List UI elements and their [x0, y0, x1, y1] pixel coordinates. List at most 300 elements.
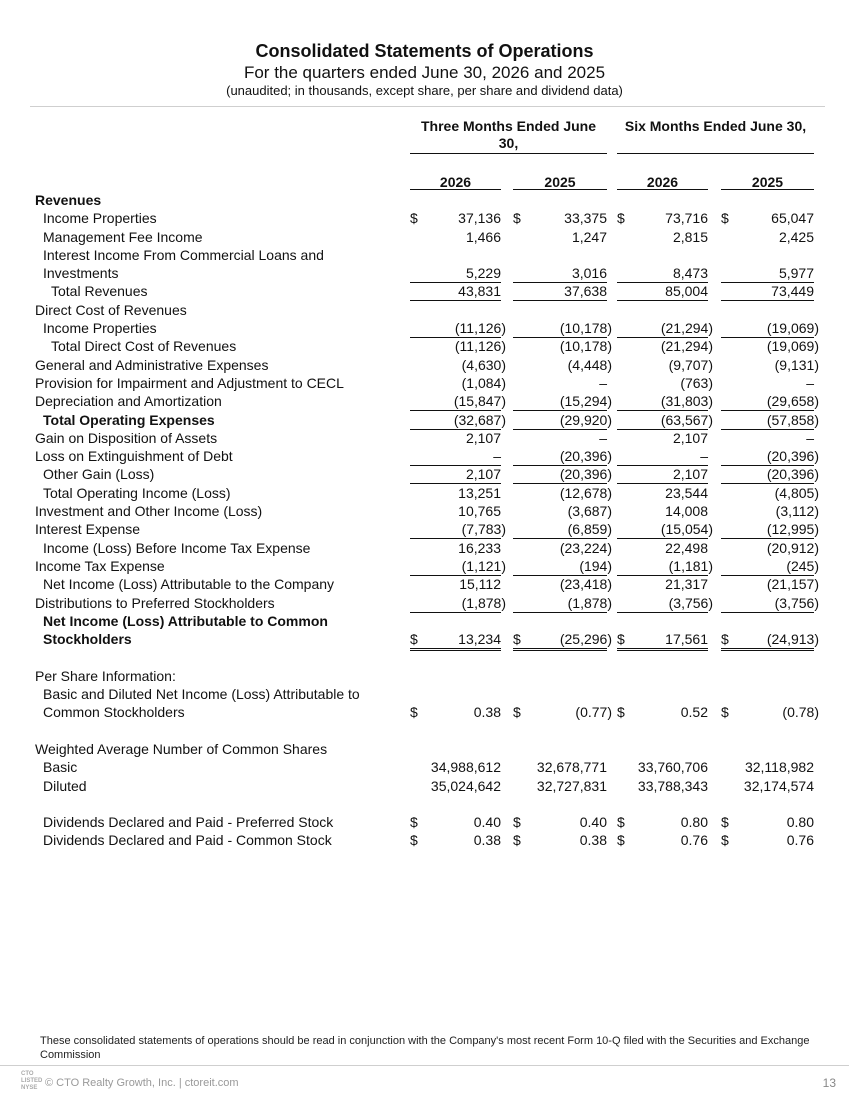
value-cell	[721, 282, 814, 301]
cell-value: (32,687)	[453, 411, 506, 428]
group-underline	[410, 153, 607, 154]
cell-value: 13,251	[458, 484, 501, 501]
value-cell	[410, 831, 501, 849]
row-label: Dividends Declared and Paid - Preferred Stock	[43, 814, 334, 831]
value-cell	[410, 465, 501, 484]
currency-symbol: $	[721, 814, 729, 831]
value-cell	[617, 282, 708, 301]
row-label: General and Administrative Expenses	[35, 356, 269, 373]
table-row	[0, 228, 849, 246]
cell-value: 32,727,831	[536, 777, 607, 794]
table-row	[0, 685, 849, 703]
cell-value: (15,054)	[660, 521, 713, 538]
cell-value: 2,107	[465, 466, 501, 483]
value-cell	[410, 282, 501, 301]
row-label: Loss on Extinguishment of Debt	[35, 448, 233, 465]
cell-value: (15,847)	[453, 393, 506, 410]
row-label: Net Income (Loss) Attributable to Common	[43, 612, 328, 629]
value-cell	[513, 228, 607, 246]
currency-symbol: $	[617, 210, 625, 227]
cell-value: 0.38	[473, 704, 501, 721]
value-cell	[513, 539, 612, 557]
table-row	[0, 594, 849, 612]
row-label: Total Revenues	[51, 283, 148, 300]
cell-value: (20,396)	[559, 448, 612, 465]
row-label: Other Gain (Loss)	[43, 466, 155, 483]
cell-value: –	[599, 429, 607, 446]
cell-value: (25,296)	[559, 631, 612, 648]
currency-symbol: $	[721, 704, 729, 721]
currency-symbol: $	[617, 631, 625, 648]
table-row	[0, 520, 849, 538]
currency-symbol: $	[410, 210, 418, 227]
value-cell	[410, 447, 501, 466]
year-header: 2025	[751, 174, 784, 190]
table-row	[0, 356, 849, 374]
row-label: Interest Expense	[35, 521, 141, 538]
value-cell	[721, 429, 814, 447]
cell-value: 5,229	[465, 265, 501, 282]
cell-value: (21,157)	[766, 576, 819, 593]
cell-value: 0.76	[680, 832, 708, 849]
cell-value: 0.80	[680, 814, 708, 831]
row-label: Total Operating Income (Loss)	[43, 484, 231, 501]
value-cell	[410, 594, 506, 613]
value-cell	[513, 264, 607, 283]
table-row	[0, 703, 849, 721]
group-underline	[617, 153, 814, 154]
cell-value: (1,121)	[461, 557, 506, 574]
page-number: 13	[822, 1076, 836, 1090]
cell-value: (12,995)	[766, 521, 819, 538]
spacer-row	[0, 648, 849, 666]
table-row	[0, 411, 849, 429]
value-cell	[617, 777, 708, 795]
year-header: 2025	[544, 174, 576, 190]
cell-value: (9,707)	[668, 356, 713, 373]
cell-value: 32,678,771	[536, 759, 607, 776]
currency-symbol: $	[513, 814, 521, 831]
cell-value: 32,118,982	[744, 759, 814, 776]
cell-value: (3,756)	[668, 594, 713, 611]
cell-value: –	[599, 374, 607, 391]
value-cell	[617, 228, 708, 246]
cell-value: (6,859)	[567, 521, 612, 538]
cell-value: (4,630)	[461, 356, 506, 373]
value-cell	[513, 575, 612, 593]
table-row	[0, 337, 849, 355]
value-cell	[513, 447, 612, 466]
value-cell	[410, 392, 506, 411]
table-row	[0, 264, 849, 282]
value-cell	[513, 594, 612, 613]
value-cell	[513, 520, 612, 539]
cell-value: –	[806, 429, 814, 446]
value-cell	[721, 758, 814, 776]
cell-value: (23,418)	[559, 576, 612, 593]
cell-value: (4,805)	[774, 484, 819, 501]
cell-value: 17,561	[665, 631, 708, 648]
value-cell	[410, 319, 506, 338]
cell-value: 0.52	[680, 704, 708, 721]
cell-value: (1,084)	[461, 374, 506, 391]
value-cell	[513, 813, 607, 831]
cell-value: –	[493, 448, 501, 465]
currency-symbol: $	[513, 210, 521, 227]
value-cell	[513, 758, 607, 776]
cell-value: (57,858)	[766, 411, 819, 428]
cell-value: 73,716	[665, 210, 708, 227]
value-cell	[617, 703, 708, 721]
value-cell	[617, 758, 708, 776]
row-label: Total Direct Cost of Revenues	[51, 338, 237, 355]
value-cell	[721, 337, 819, 355]
spacer-row	[0, 722, 849, 740]
table-row	[0, 282, 849, 300]
value-cell	[721, 465, 819, 484]
value-cell	[617, 831, 708, 849]
table-row	[0, 831, 849, 849]
currency-symbol: $	[617, 832, 625, 849]
cell-value: 15,112	[459, 576, 501, 593]
cell-value: (1,181)	[668, 557, 713, 574]
currency-symbol: $	[617, 814, 625, 831]
value-cell	[410, 539, 501, 557]
value-cell	[617, 575, 708, 593]
cell-value: 0.80	[786, 814, 814, 831]
cell-value: 2,107	[465, 429, 501, 446]
cell-value: (7,783)	[461, 521, 506, 538]
value-cell	[410, 777, 501, 795]
cell-value: (3,756)	[774, 594, 819, 611]
cell-value: (10,178)	[559, 320, 612, 337]
value-cell	[617, 392, 713, 411]
cell-value: (23,224)	[559, 539, 612, 556]
cell-value: (9,131)	[774, 356, 819, 373]
value-cell	[513, 703, 612, 721]
row-label: Common Stockholders	[43, 704, 185, 721]
value-cell	[617, 594, 713, 613]
row-label: Gain on Disposition of Assets	[35, 429, 218, 446]
cell-value: (245)	[786, 557, 819, 574]
cell-value: –	[806, 374, 814, 391]
row-label: Income Tax Expense	[35, 557, 165, 574]
value-cell	[410, 813, 501, 831]
value-cell	[513, 557, 612, 576]
value-cell	[721, 319, 819, 338]
row-label: Management Fee Income	[43, 228, 203, 245]
table-row	[0, 429, 849, 447]
value-cell	[410, 337, 506, 355]
cell-value: 3,016	[571, 265, 607, 282]
cell-value: (63,567)	[660, 411, 713, 428]
table-row	[0, 502, 849, 520]
value-cell	[617, 319, 713, 338]
value-cell	[721, 228, 814, 246]
cell-value: 43,831	[458, 283, 501, 300]
row-label: Revenues	[35, 192, 102, 208]
currency-symbol: $	[410, 832, 418, 849]
cell-value: (3,687)	[567, 503, 612, 520]
value-cell	[721, 831, 814, 849]
currency-symbol: $	[513, 832, 521, 849]
value-cell	[617, 374, 713, 392]
row-label: Income Properties	[43, 210, 157, 227]
value-cell	[617, 209, 708, 227]
currency-symbol: $	[410, 631, 418, 648]
row-label: Investments	[43, 265, 119, 282]
copyright-text: © CTO Realty Growth, Inc. | ctoreit.com	[45, 1077, 239, 1089]
year-underline	[617, 189, 708, 190]
value-cell	[513, 465, 612, 484]
cell-value: (20,396)	[559, 466, 612, 483]
value-cell	[721, 447, 819, 466]
table-row	[0, 777, 849, 795]
cell-value: (12,678)	[559, 484, 612, 501]
value-cell	[721, 209, 814, 227]
year-underline	[721, 189, 814, 190]
cell-value: (763)	[680, 374, 713, 391]
value-cell	[721, 703, 819, 721]
value-cell	[513, 209, 607, 227]
page-subtitle: For the quarters ended June 30, 2026 and 2025	[243, 63, 606, 82]
value-cell	[617, 411, 713, 430]
table-row	[0, 813, 849, 831]
cell-value: (11,126)	[454, 338, 506, 355]
table-row	[0, 301, 849, 319]
value-cell	[617, 465, 708, 484]
cell-value: (19,069)	[766, 338, 819, 355]
row-label: Stockholders	[43, 631, 132, 648]
cell-value: (11,126)	[454, 320, 506, 337]
value-cell	[513, 374, 607, 392]
row-label: Provision for Impairment and Adjustment to CECL	[35, 374, 344, 391]
value-cell	[410, 502, 501, 520]
cell-value: 8,473	[672, 265, 708, 282]
value-cell	[721, 777, 814, 795]
table-row	[0, 246, 849, 264]
table-row	[0, 557, 849, 575]
row-label: Income Properties	[43, 320, 157, 337]
row-label: Depreciation and Amortization	[35, 393, 222, 410]
value-cell	[513, 392, 612, 411]
cell-value: 33,375	[564, 210, 607, 227]
cell-value: 65,047	[771, 210, 814, 227]
value-cell	[617, 447, 708, 466]
value-cell	[617, 813, 708, 831]
value-cell	[721, 502, 819, 520]
table-row	[0, 191, 849, 209]
table-row	[0, 392, 849, 410]
value-cell	[721, 557, 819, 576]
value-cell	[617, 337, 713, 355]
value-cell	[721, 594, 819, 613]
value-cell	[513, 777, 607, 795]
cell-value: (0.77)	[575, 704, 612, 721]
table-row	[0, 447, 849, 465]
value-cell	[721, 484, 819, 502]
value-cell	[410, 575, 501, 593]
cell-value: 23,544	[665, 484, 708, 501]
table-row	[0, 539, 849, 557]
row-label: Direct Cost of Revenues	[35, 301, 187, 318]
currency-symbol: $	[513, 631, 521, 648]
header-divider	[30, 106, 825, 107]
currency-symbol: $	[721, 210, 729, 227]
value-cell	[513, 502, 612, 520]
row-label: Per Share Information:	[35, 667, 176, 684]
cell-value: 16,233	[458, 539, 501, 556]
cell-value: (0.78)	[782, 704, 819, 721]
cell-value: 14,008	[665, 503, 708, 520]
table-row	[0, 209, 849, 227]
units-note: (unaudited; in thousands, except share, per share and dividend data)	[226, 83, 623, 98]
cell-value: (15,294)	[559, 393, 612, 410]
value-cell	[721, 374, 814, 392]
cell-value: 37,638	[564, 283, 607, 300]
value-cell	[410, 520, 506, 539]
value-cell	[513, 319, 612, 338]
cell-value: 5,977	[778, 265, 814, 282]
cell-value: (21,294)	[660, 338, 713, 355]
row-label: Investment and Other Income (Loss)	[35, 503, 263, 520]
page-title: Consolidated Statements of Operations	[255, 41, 594, 61]
value-cell	[721, 392, 819, 411]
value-cell	[721, 411, 819, 430]
value-cell	[721, 813, 814, 831]
cell-value: 0.40	[473, 814, 501, 831]
value-cell	[617, 520, 713, 539]
cell-value: 85,004	[665, 283, 708, 300]
table-row	[0, 667, 849, 685]
value-cell	[410, 209, 501, 227]
cell-value: 34,988,612	[430, 759, 501, 776]
row-label: Distributions to Preferred Stockholders	[35, 594, 275, 611]
currency-symbol: $	[617, 704, 625, 721]
cell-value: 33,760,706	[637, 759, 708, 776]
value-cell	[721, 356, 819, 374]
cell-value: (29,920)	[559, 411, 612, 428]
cell-value: 0.38	[579, 832, 607, 849]
cell-value: –	[700, 448, 708, 465]
cell-value: 0.38	[473, 832, 501, 849]
cell-value: 1,466	[465, 228, 501, 245]
value-cell	[617, 539, 708, 557]
value-cell	[410, 356, 506, 374]
cell-value: (20,912)	[766, 539, 819, 556]
cell-value: (29,658)	[766, 393, 819, 410]
value-cell	[721, 539, 819, 557]
currency-symbol: $	[410, 704, 418, 721]
cell-value: 10,765	[458, 503, 501, 520]
row-label: Weighted Average Number of Common Shares	[35, 740, 328, 757]
value-cell	[410, 264, 501, 283]
value-cell	[617, 429, 708, 447]
cell-value: 33,788,343	[637, 777, 708, 794]
cell-value: (24,913)	[766, 631, 819, 648]
value-cell	[513, 831, 607, 849]
cell-value: 37,136	[458, 210, 501, 227]
currency-symbol: $	[513, 704, 521, 721]
table-row	[0, 758, 849, 776]
cell-value: (1,878)	[461, 594, 506, 611]
value-cell	[617, 264, 708, 283]
cell-value: 2,815	[672, 228, 708, 245]
value-cell	[617, 356, 713, 374]
table-row	[0, 465, 849, 483]
cto-nyse-logo: CTO LISTED NYSE	[21, 1071, 43, 1091]
column-group-six-months: Six Months Ended June 30,	[624, 118, 807, 134]
value-cell	[721, 520, 819, 539]
table-row	[0, 374, 849, 392]
statement-table	[0, 191, 849, 850]
year-header: 2026	[439, 174, 472, 190]
row-label: Income (Loss) Before Income Tax Expense	[43, 539, 311, 556]
currency-symbol: $	[721, 631, 729, 648]
value-cell	[410, 374, 506, 392]
cell-value: (20,396)	[766, 448, 819, 465]
year-underline	[513, 189, 607, 190]
value-cell	[410, 484, 501, 502]
spacer-row	[0, 795, 849, 813]
year-header: 2026	[646, 174, 679, 190]
value-cell	[410, 557, 506, 576]
cell-value: 22,498	[665, 539, 708, 556]
currency-symbol: $	[410, 814, 418, 831]
cell-value: 1,247	[571, 228, 607, 245]
value-cell	[617, 502, 708, 520]
cell-value: (31,803)	[660, 393, 713, 410]
value-cell	[617, 484, 708, 502]
value-cell	[617, 557, 713, 576]
table-row	[0, 612, 849, 630]
row-label: Net Income (Loss) Attributable to the Company	[43, 576, 335, 593]
value-cell	[410, 411, 506, 430]
table-row	[0, 575, 849, 593]
footer-divider	[0, 1065, 849, 1066]
cell-value: (1,878)	[567, 594, 612, 611]
value-cell	[410, 228, 501, 246]
column-group-three-months: Three Months Ended June 30,	[420, 118, 596, 151]
cell-value: 35,024,642	[430, 777, 501, 794]
value-cell	[410, 429, 501, 447]
row-label: Basic and Diluted Net Income (Loss) Attributable to	[43, 686, 360, 703]
value-cell	[513, 282, 607, 301]
cell-value: 2,107	[672, 429, 708, 446]
table-row	[0, 630, 849, 648]
cell-value: 0.76	[786, 832, 814, 849]
cell-value: (10,178)	[559, 338, 612, 355]
value-cell	[513, 356, 612, 374]
cell-value: (19,069)	[766, 320, 819, 337]
table-row	[0, 484, 849, 502]
value-cell	[513, 484, 612, 502]
cell-value: (4,448)	[567, 356, 612, 373]
cell-value: (21,294)	[660, 320, 713, 337]
value-cell	[410, 703, 501, 721]
cell-value: 0.40	[579, 814, 607, 831]
value-cell	[513, 337, 612, 355]
table-row	[0, 740, 849, 758]
cell-value: 32,174,574	[743, 777, 814, 794]
value-cell	[721, 575, 819, 593]
cell-value: (3,112)	[775, 503, 819, 520]
cell-value: 13,234	[458, 631, 501, 648]
row-label: Dividends Declared and Paid - Common Stock	[43, 832, 332, 849]
value-cell	[513, 429, 607, 447]
table-row	[0, 319, 849, 337]
footnote: These consolidated statements of operations should be read in conjunction with the Company's most recent Form 10-Q filed with the Securities and Exchange Commission	[40, 1035, 810, 1061]
